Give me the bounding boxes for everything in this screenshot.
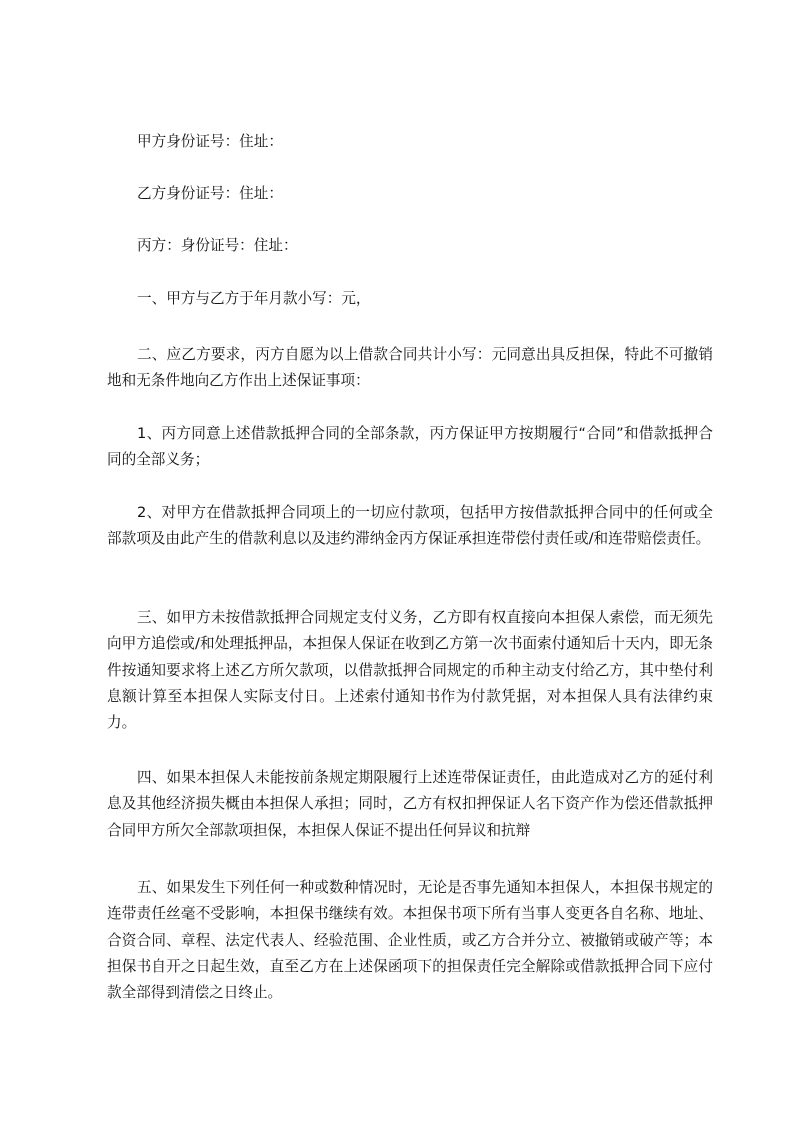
clause-2-item-1: 1、丙方同意上述借款抵押合同的全部条款，丙方保证甲方按期履行“合同”和借款抵押合同的全部义务；	[107, 425, 713, 469]
party-a-info: 甲方身份证号：住址：	[137, 133, 283, 150]
clause-3: 三、如甲方未按借款抵押合同规定支付义务，乙方即有权直接向本担保人索偿，而无须先向甲方追偿或/和处理抵押品，本担保人保证在收到乙方第一次书面索付通知后十天内，即无条件按通知要求将上述乙方所欠款项，以借款抵押合同规定的币种主动支付给乙方，其中垫付利息额计算至本担保人实际支付日。上述索付通知书作为付款凭据，对本担保人具有法律约束力。	[107, 609, 713, 732]
clause-4: 四、如果本担保人未能按前条规定期限履行上述连带保证责任，由此造成对乙方的延付利息及其他经济损失概由本担保人承担；同时，乙方有权扣押保证人名下资产作为偿还借款抵押合同甲方所欠全部款项担保，本担保人保证不提出任何异议和抗辩	[107, 769, 713, 839]
clause-2-item-2: 2、对甲方在借款抵押合同项上的一切应付款项，包括甲方按借款抵押合同中的任何或全部款项及由此产生的借款利息以及违约滞纳金丙方保证承担连带偿付责任或/和连带赔偿责任。	[107, 504, 713, 548]
party-c-info: 丙方：身份证号：住址：	[137, 237, 298, 254]
clause-2: 二、应乙方要求，丙方自愿为以上借款合同共计小写：元同意出具反担保，特此不可撤销地和无条件地向乙方作出上述保证事项：	[107, 346, 713, 390]
clause-1: 一、甲方与乙方于年月款小写：元，	[137, 290, 371, 307]
clause-5: 五、如果发生下列任何一种或数种情况时，无论是否事先通知本担保人，本担保书规定的连带责任丝毫不受影响，本担保书继续有效。本担保书项下所有当事人变更各自名称、地址、合资合同、章程、法定代表人、经验范围、企业性质，或乙方合并分立、被撤销或破产等；本担保书自开之日起生效，直至乙方在上述保函项下的担保责任完全解除或借款抵押合同下应付款全部得到清偿之日终止。	[107, 879, 713, 1002]
party-b-info: 乙方身份证号：住址：	[137, 185, 283, 202]
